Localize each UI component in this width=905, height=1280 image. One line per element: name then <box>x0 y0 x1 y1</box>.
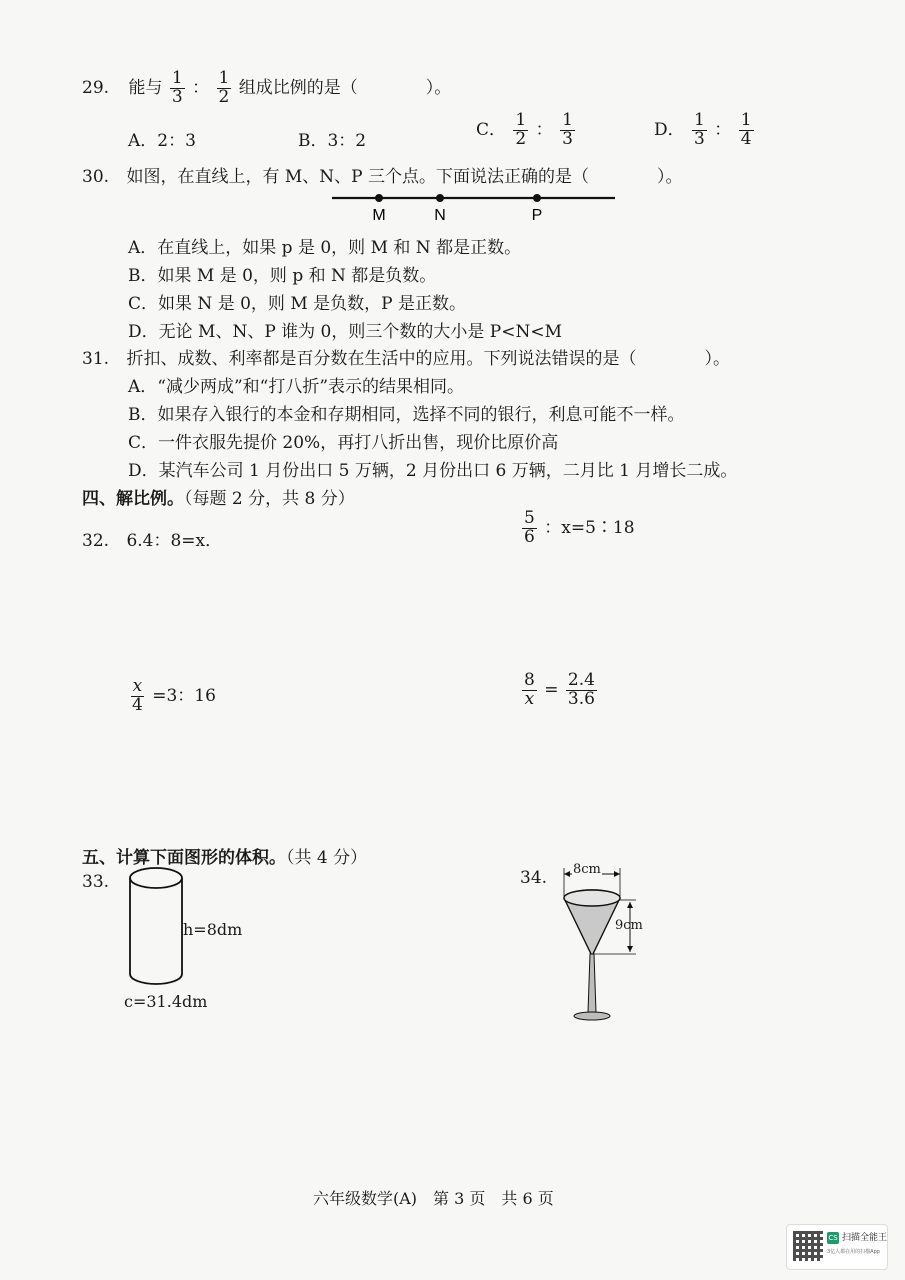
option-d: D．无论 M、N、P 谁为 0，则三个数的大小是 P<N<M <box>128 322 562 342</box>
question-32 <box>82 526 222 551</box>
label-p: P <box>531 207 543 224</box>
cylinder-height-label: h=8dm <box>183 920 243 939</box>
question-31 <box>82 344 730 369</box>
scanner-watermark <box>786 1224 888 1270</box>
question-stem-suffix: 组成比例的是（ ）。 <box>238 77 452 98</box>
question-29 <box>82 70 451 107</box>
point-p <box>533 194 541 202</box>
scanner-tagline: 3亿人都在用的扫描App <box>827 1249 880 1255</box>
option-c: C． $\frac{1}{2}$ ： $\frac{1}{3}$ <box>476 110 573 149</box>
option-b: B．如果存入银行的本金和存期相同，选择不同的银行，利息可能不一样。 <box>128 405 685 425</box>
section-note: （每题 2 分，共 8 分） <box>184 489 355 509</box>
qr-code-icon <box>793 1231 823 1261</box>
question-30 <box>82 162 682 187</box>
scanner-logo-icon: CS <box>828 1234 838 1242</box>
option-b: B．3：2 <box>298 131 367 151</box>
equation-2: $\frac{5}{6}$ ：x=5∶18 <box>524 508 635 547</box>
ratio-colon: ： <box>192 77 210 98</box>
section-note: （共 4 分） <box>286 848 368 868</box>
option-d: D． $\frac{1}{3}$ ： $\frac{1}{4}$ <box>654 110 752 149</box>
cone-diameter-label: 8cm <box>573 862 601 877</box>
option-a: A．“减少两成”和“打八折”表示的结果相同。 <box>128 377 465 397</box>
cone-glass-diagram <box>560 862 660 1027</box>
section-title: 四、解比例。 <box>82 489 184 509</box>
question-number: 31. <box>82 349 110 369</box>
option-a: A．2：3 <box>128 131 196 151</box>
question-stem: 折扣、成数、利率都是百分数在生活中的应用。下列说法错误的是（ ）。 <box>126 349 730 369</box>
cylinder-circumference-label: c=31.4dm <box>124 992 208 1011</box>
cone-height-label: 9cm <box>615 918 643 933</box>
scanner-brand: 扫描全能王 <box>842 1233 888 1243</box>
question-number: 29. <box>82 77 110 98</box>
point-m <box>375 194 383 202</box>
option-c: C．一件衣服先提价 20%，再打八折出售，现价比原价高 <box>128 433 559 453</box>
label-n: N <box>434 207 446 224</box>
section-4-heading <box>82 484 355 509</box>
page-footer: 六年级数学(A) 第 3 页 共 6 页 <box>313 1189 554 1208</box>
fraction: $\frac{1}{2}$ <box>218 68 230 107</box>
option-c: C．如果 N 是 0，则 M 是负数，P 是正数。 <box>128 294 466 314</box>
fraction: $\frac{1}{3}$ <box>171 68 183 107</box>
equation-1: 6.4：8=x． <box>126 531 223 551</box>
section-title: 五、计算下面图形的体积。 <box>82 848 286 868</box>
point-n <box>436 194 444 202</box>
option-d: D．某汽车公司 1 月份出口 5 万辆，2 月份出口 6 万辆，二月比 1 月增长二成。 <box>128 461 738 481</box>
equation-3: $\frac{x}{4}$ =3：16 <box>132 676 216 715</box>
question-33-number: 33. <box>82 872 110 892</box>
question-stem-prefix: 能与 <box>128 77 163 98</box>
option-b: B．如果 M 是 0，则 p 和 N 都是负数。 <box>128 266 437 286</box>
question-34-number: 34. <box>520 868 548 888</box>
number-line-diagram <box>330 188 620 228</box>
option-a: A．在直线上，如果 p 是 0，则 M 和 N 都是正数。 <box>128 238 522 258</box>
label-m: M <box>372 207 386 224</box>
question-number: 32. <box>82 531 110 551</box>
question-number: 30. <box>82 167 110 187</box>
equation-4: $\frac{8}{x}$ = $\frac{2.4}{3.6}$ <box>524 670 595 709</box>
question-stem: 如图，在直线上，有 M、N、P 三个点。下面说法正确的是（ ）。 <box>126 167 683 187</box>
